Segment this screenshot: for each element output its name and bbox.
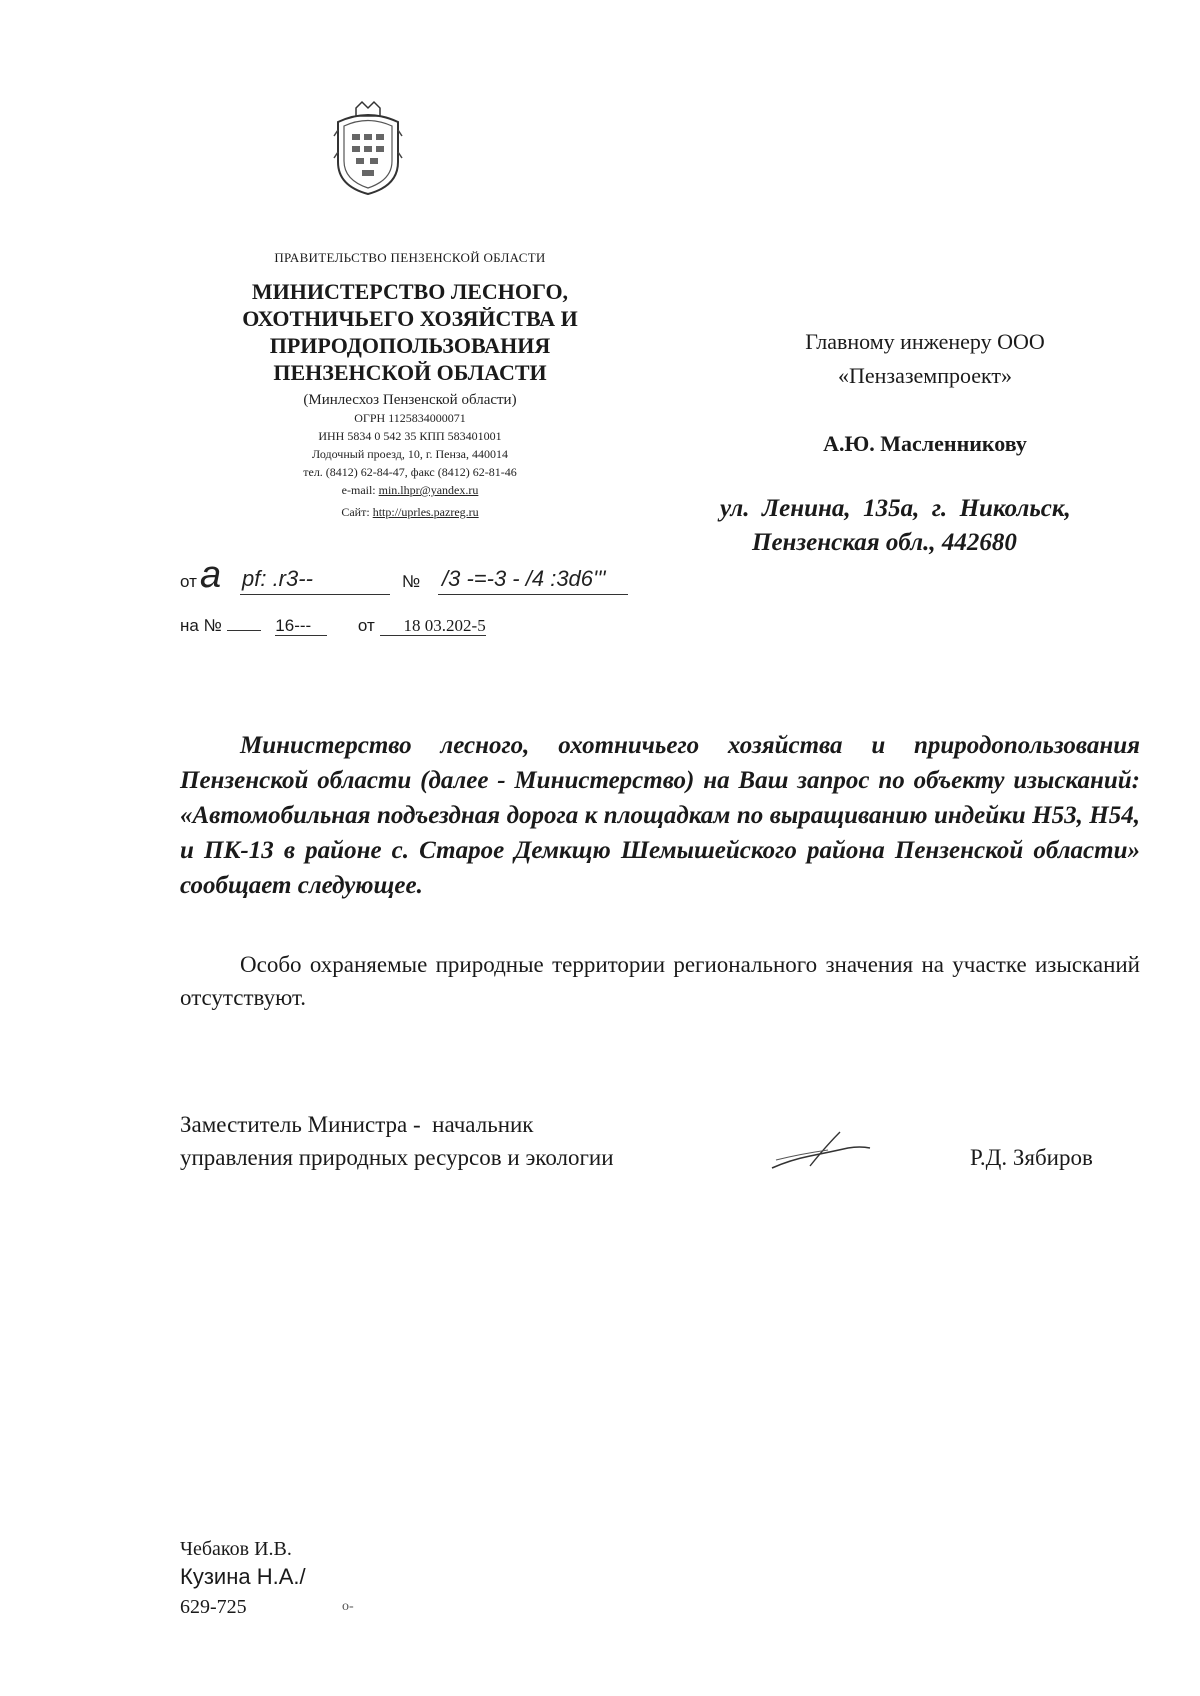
number-underline <box>438 594 628 595</box>
executor-name: Чебаков И.В. <box>180 1538 292 1560</box>
ogrn: ОГРН 1125834000071 <box>354 411 466 425</box>
ministry-site <box>200 504 620 521</box>
email-link[interactable]: min.lhpr@yandex.ru <box>378 483 479 497</box>
signer-position-line: управления природных ресурсов и экологии <box>180 1145 614 1170</box>
reply-reference <box>180 616 640 636</box>
ministry-line: ПРИРОДОПОЛЬЗОВАНИЯ <box>269 333 551 358</box>
date-mark: a <box>200 554 222 596</box>
ministry-email <box>200 482 620 499</box>
reply-blank <box>227 630 261 631</box>
recipient-address-line: Пензенская обл., 442680 <box>752 529 1017 556</box>
signer-name: Р.Д. Зябиров <box>970 1145 1093 1170</box>
reply-number: 16--- <box>275 616 327 636</box>
ministry-name <box>200 278 620 386</box>
signer-position-line: Заместитель Министра - начальник <box>180 1112 534 1137</box>
footer-mark: о- <box>342 1599 354 1614</box>
reply-from-label: от <box>357 616 375 635</box>
outgoing-reference <box>180 554 640 600</box>
ministry-phone: тел. (8412) 62-84-47, факс (8412) 62-81-46 <box>303 465 517 479</box>
signer-position <box>180 1108 614 1174</box>
bold-paragraph-text: Министерство лесного, охотничьего хозяйства и природопользования Пензенской области (далее - Министерство) на Ваш запрос по объекту изысканий: «Автомобильная подъездная дорога к площадкам по выращиванию индейки Н53, Н54, и ПК-13 в районе с. Старое Демкщю Шемышейского района Пензенской области» <box>180 732 1140 864</box>
from-label: от <box>180 572 197 591</box>
main-bold-paragraph <box>180 728 1140 903</box>
date-handwritten: pf: .r3-- <box>242 566 313 591</box>
coat-of-arms-emblem <box>330 100 406 196</box>
recipient-address <box>720 492 1160 560</box>
executor-phone: 629-725 <box>180 1596 247 1618</box>
reply-date: 18 03.202-5 <box>380 616 486 636</box>
inn: ИНН 5834 0 542 35 КПП 583401001 <box>318 429 502 443</box>
recipient-name: А.Ю. Масленникову <box>823 431 1027 456</box>
site-link[interactable]: http://uprles.pazreg.ru <box>372 505 479 519</box>
ministry-line: ОХОТНИЧЬЕГО ХОЗЯЙСТВА И <box>242 306 578 331</box>
ministry-line: ПЕНЗЕНСКОЙ ОБЛАСТИ <box>273 360 547 385</box>
ministry-address: Лодочный проезд, 10, г. Пенза, 440014 <box>312 447 508 461</box>
recipient-address-line: ул. Ленина, 135а, г. Никольск, <box>720 495 1071 522</box>
government-name: ПРАВИТЕЛЬСТВО ПЕНЗЕНСКОЙ ОБЛАСТИ <box>274 250 546 265</box>
site-label: Сайт: <box>341 505 370 519</box>
recipient-position: Главному инженеру ООО <box>805 329 1045 354</box>
number-label: № <box>402 572 421 591</box>
bold-paragraph-end: сообщает следующее. <box>180 872 423 899</box>
date-underline <box>240 594 390 595</box>
email-label: e-mail: <box>341 483 376 497</box>
ministry-short-name: (Минлесхоз Пензенской области) <box>303 392 517 408</box>
recipient-company: «Пензаземпроект» <box>837 363 1013 388</box>
executor-name: Кузина Н.А./ <box>180 1564 306 1589</box>
handwritten-signature <box>770 1126 890 1176</box>
main-paragraph: Особо охраняемые природные территории регионального значения на участке изысканий отсутствуют. <box>180 952 1140 1010</box>
number-handwritten: /3 -=-3 - /4 :3d6''' <box>442 566 606 591</box>
reply-label: на № <box>180 616 222 635</box>
ministry-line: МИНИСТЕРСТВО ЛЕСНОГО, <box>251 279 569 304</box>
